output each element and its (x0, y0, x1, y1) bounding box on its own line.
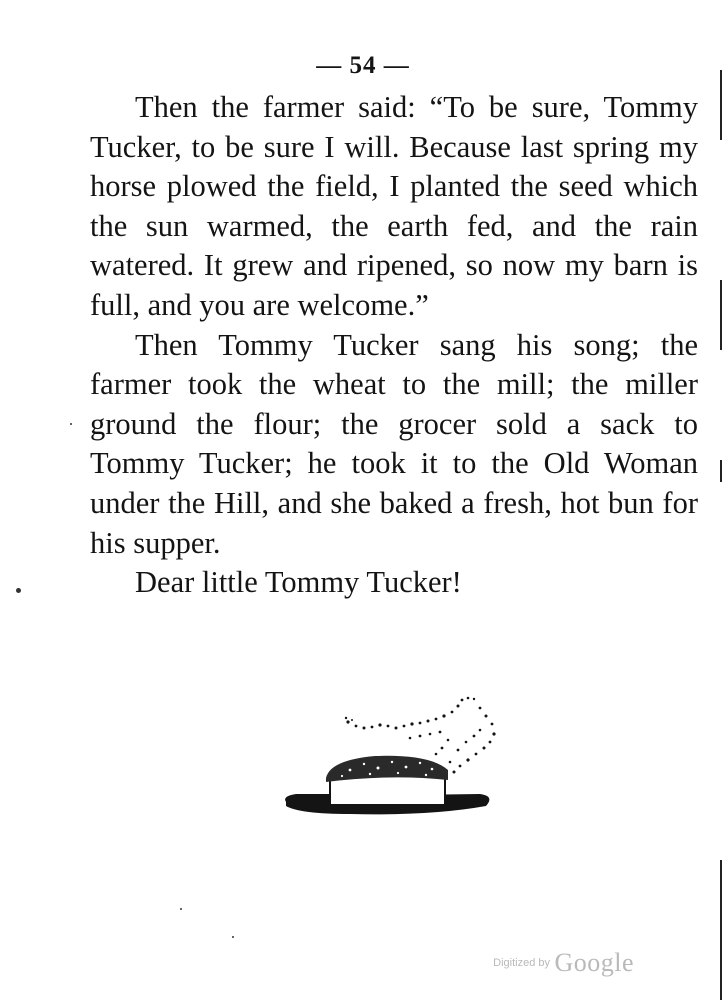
google-logo: Google (554, 948, 634, 977)
scan-speck (180, 908, 182, 910)
paragraph-farmer-speech: Then the farmer said: “To be sure, Tommy Tucker, to be sure I will. Because last spring my horse plowed the field, I planted the seed which the sun warmed, the earth fed, and the rain watered. It grew and ripened, so now my barn is full, and you are welcome.” (90, 90, 698, 322)
page-number: — 54 — (316, 52, 410, 79)
paragraph-closing: Dear little Tommy Tucker! (135, 565, 462, 600)
scan-edge-line (720, 280, 722, 350)
scan-speck (232, 936, 234, 938)
scan-speck (16, 588, 21, 593)
digitized-by-google-watermark (493, 948, 634, 978)
scan-edge-line (720, 460, 722, 482)
scan-edge-line (720, 70, 722, 140)
scan-edge-line (720, 860, 722, 1000)
steaming-loaf-icon (280, 690, 510, 830)
paragraph-tommy-song: Then Tommy Tucker sang his song; the farmer took the wheat to the mill; the miller ground the flour; the grocer sold a sack to Tommy Tucker; he took it to the Old Woman under the Hill, and she baked a fresh, hot bun for his supper. (90, 327, 698, 560)
body-text (90, 88, 698, 603)
scan-speck (70, 423, 72, 425)
digitized-prefix: Digitized by (493, 957, 550, 969)
